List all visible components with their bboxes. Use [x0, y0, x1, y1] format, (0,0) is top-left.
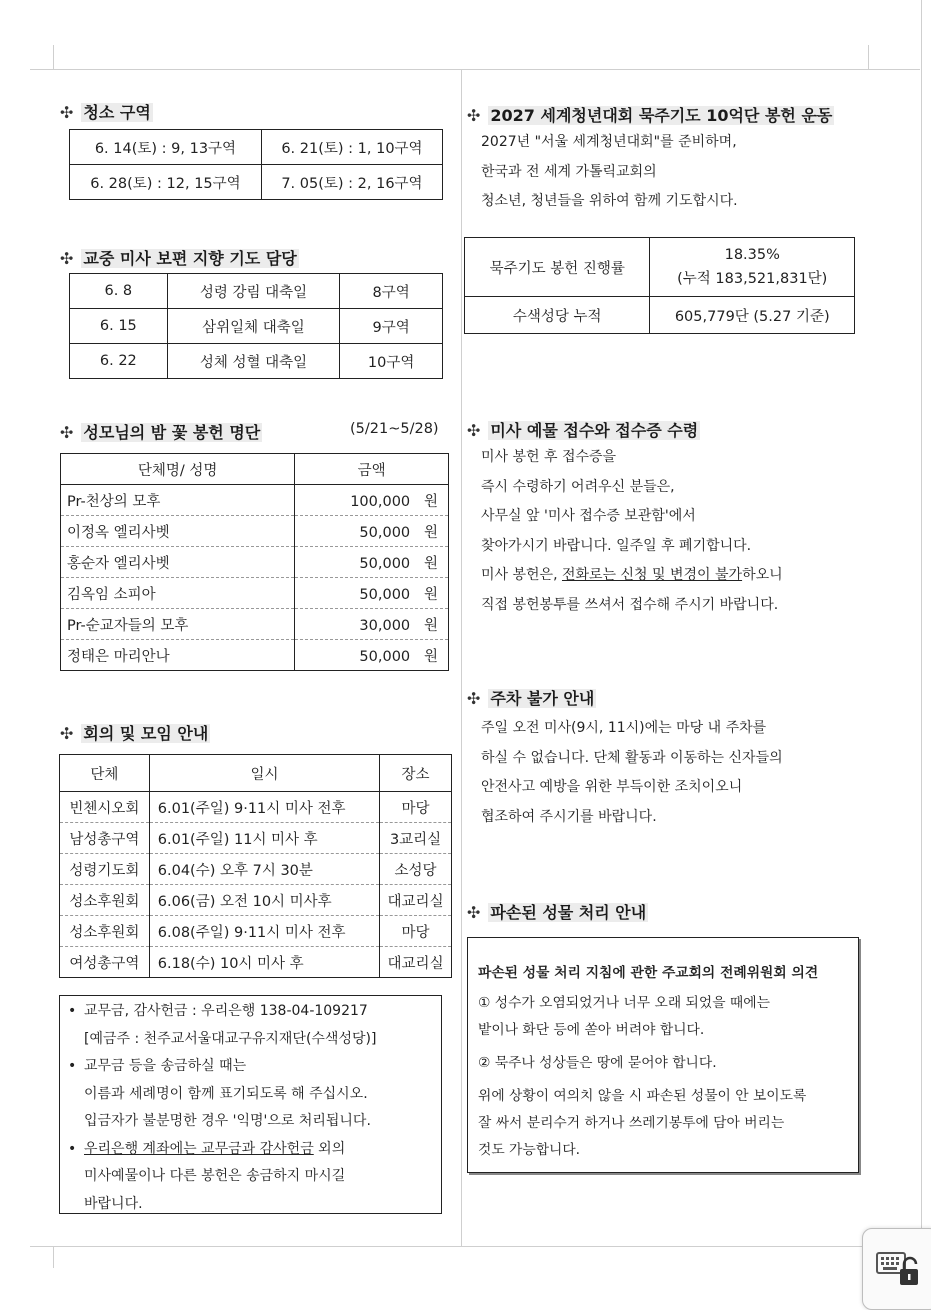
section-marker-icon: ✣ — [60, 103, 74, 122]
text-line: 미사 봉헌 후 접수증을 — [481, 449, 617, 465]
column-divider — [461, 69, 462, 1246]
flowers-title: 성모님의 밤 꽃 봉헌 명단 — [83, 423, 261, 442]
table-row — [61, 609, 449, 640]
table-row — [61, 485, 449, 516]
parking-title: 주차 불가 안내 — [490, 689, 595, 708]
parking-text — [481, 714, 783, 832]
table-row — [60, 854, 452, 885]
table-row — [60, 916, 452, 947]
donor-amount: 50,000 원 — [295, 578, 449, 609]
table-row — [61, 547, 449, 578]
table-row — [465, 238, 855, 297]
note-line: 미사예물이나 다른 봉헌은 송금하지 마시길 — [84, 1168, 346, 1184]
table-header-row — [60, 755, 452, 792]
section-marker-icon: ✣ — [467, 689, 481, 708]
meeting-datetime: 6.18(수) 10시 미사 후 — [149, 947, 379, 978]
progress-label: 묵주기도 봉헌 진행률 — [465, 238, 650, 297]
table-row — [61, 578, 449, 609]
intercession-title: 교중 미사 보편 지향 기도 담당 — [83, 249, 297, 268]
meeting-place: 대교리실 — [380, 885, 452, 916]
page-top-right-tick — [868, 45, 869, 69]
meeting-group: 성소후원회 — [60, 916, 150, 947]
offering-notes-box — [59, 995, 442, 1214]
note-line: • 교무금 등을 송금하실 때는 — [68, 1053, 433, 1081]
intercession-heading — [60, 246, 299, 269]
meeting-group: 남성총구역 — [60, 823, 150, 854]
page-right-edge — [921, 0, 922, 1230]
meeting-datetime: 6.08(주일) 9·11시 미사 전후 — [149, 916, 379, 947]
wyd-text — [481, 128, 738, 217]
table-row — [60, 823, 452, 854]
table-cell: 삼위일체 대축일 — [167, 309, 340, 344]
meeting-datetime: 6.01(주일) 11시 미사 후 — [149, 823, 379, 854]
table-cell: 8구역 — [340, 274, 443, 309]
text-line: 사무실 앞 '미사 접수증 보관함'에서 — [481, 508, 696, 524]
table-cell: 6. 14(토) : 9, 13구역 — [70, 130, 262, 165]
meeting-datetime: 6.01(주일) 9·11시 미사 전후 — [149, 792, 379, 823]
parish-label: 수색성당 누적 — [465, 297, 650, 334]
cleaning-table — [69, 129, 443, 200]
table-cell: 6. 28(토) : 12, 15구역 — [70, 165, 262, 200]
section-marker-icon: ✣ — [467, 903, 481, 922]
meeting-datetime: 6.04(수) 오후 7시 30분 — [149, 854, 379, 885]
meeting-place: 3교리실 — [380, 823, 452, 854]
meeting-group: 빈첸시오회 — [60, 792, 150, 823]
cleaning-title: 청소 구역 — [83, 103, 151, 122]
table-row — [60, 792, 452, 823]
table-row — [70, 274, 443, 309]
meeting-datetime: 6.06(금) 오전 10시 미사후 — [149, 885, 379, 916]
text-line: 밭이나 화단 등에 쏟아 버려야 합니다. — [478, 1022, 705, 1038]
text-line: 한국과 전 세계 가톨릭교회의 — [481, 163, 657, 180]
donor-amount: 50,000 원 — [295, 547, 449, 578]
meeting-group: 성소후원회 — [60, 885, 150, 916]
rosary-progress-table — [464, 237, 855, 334]
section-marker-icon: ✣ — [60, 423, 74, 442]
page-bottom-rule — [30, 1246, 865, 1247]
donor-amount: 30,000 원 — [295, 609, 449, 640]
note-line: 이름과 세례명이 함께 표기되도록 해 주십시오. — [84, 1085, 368, 1102]
note-line: • 우리은행 계좌에는 교무금과 감사헌금 외의 — [68, 1136, 433, 1164]
flowers-table — [60, 453, 449, 671]
keyboard-lock-button[interactable] — [862, 1228, 931, 1310]
page-top-left-tick — [53, 45, 54, 69]
parish-value: 605,779단 (5.27 기준) — [650, 297, 855, 334]
table-row — [70, 165, 443, 200]
text-line: 하실 수 없습니다. 단체 활동과 이동하는 신자들의 — [481, 749, 783, 766]
donor-name: Pr-천상의 모후 — [61, 485, 295, 516]
mass-offering-heading — [467, 418, 700, 441]
meeting-group: 성령기도회 — [60, 854, 150, 885]
meetings-heading — [60, 721, 210, 744]
text-line: 미사 봉헌은, 전화로는 신청 및 변경이 불가하오니 — [481, 567, 783, 583]
donor-name: 홍순자 엘리사벳 — [61, 547, 295, 578]
meeting-place: 마당 — [380, 916, 452, 947]
table-cell: 7. 05(토) : 2, 16구역 — [261, 165, 442, 200]
table-row — [60, 947, 452, 978]
table-cell: 9구역 — [340, 309, 443, 344]
section-marker-icon: ✣ — [467, 106, 481, 125]
donor-amount: 50,000 원 — [295, 516, 449, 547]
flowers-period: (5/21~5/28) — [350, 421, 439, 437]
donor-name: Pr-순교자들의 모후 — [61, 609, 295, 640]
text-line: 잘 싸서 분리수거 하거나 쓰레기봉투에 담아 버리는 — [478, 1115, 785, 1131]
header-group: 단체 — [60, 755, 150, 792]
text-line: 청소년, 청년들을 위하여 함께 기도합시다. — [481, 193, 738, 209]
donor-amount: 100,000 원 — [295, 485, 449, 516]
table-cell: 6. 15 — [70, 309, 168, 344]
header-place: 장소 — [380, 755, 452, 792]
header-name: 단체명/ 성명 — [61, 454, 295, 485]
wyd-title: 2027 세계청년대회 묵주기도 10억단 봉헌 운동 — [490, 106, 833, 125]
damaged-heading — [467, 900, 648, 923]
text-line: 즉시 수령하기 어려우신 분들은, — [481, 478, 675, 495]
mass-offering-text — [481, 443, 783, 620]
text-line: 찾아가시기 바랍니다. 일주일 후 폐기합니다. — [481, 537, 752, 554]
header-amount: 금액 — [295, 454, 449, 485]
table-row — [61, 516, 449, 547]
note-line: [예금주 : 천주교서울대교구유지재단(수색성당)] — [84, 1030, 377, 1047]
underlined-text: 우리은행 계좌에는 교무금과 감사헌금 — [84, 1140, 314, 1157]
table-cell: 6. 22 — [70, 344, 168, 379]
meeting-place: 대교리실 — [380, 947, 452, 978]
meeting-place: 마당 — [380, 792, 452, 823]
table-cell: 6. 21(토) : 1, 10구역 — [261, 130, 442, 165]
text-line: 2027년 "서울 세계청년대회"를 준비하며, — [481, 134, 737, 150]
parking-heading — [467, 686, 596, 709]
table-cell: 10구역 — [340, 344, 443, 379]
table-row — [465, 297, 855, 334]
note-line: 바랍니다. — [84, 1195, 143, 1212]
underlined-text: 전화로는 신청 및 변경이 불가 — [561, 567, 743, 583]
table-row — [70, 309, 443, 344]
page-top-rule — [30, 69, 920, 70]
progress-value: 18.35% (누적 183,521,831단) — [650, 238, 855, 297]
text-line: 위에 상황이 여의치 않을 시 파손된 성물이 안 보이도록 — [478, 1088, 807, 1104]
text-line: 직접 봉헌봉투를 쓰셔서 접수해 주시기 바랍니다. — [481, 596, 779, 613]
table-row — [60, 885, 452, 916]
page-bottom-left-tick — [53, 1246, 54, 1268]
keyboard-lock-icon — [871, 1243, 931, 1293]
text-line: ① 성수가 오염되었거나 너무 오래 되었을 때에는 — [478, 995, 770, 1011]
table-row — [70, 130, 443, 165]
table-cell: 성체 성혈 대축일 — [167, 344, 340, 379]
flowers-heading — [60, 420, 262, 443]
note-line: • 교무금, 감사헌금 : 우리은행 138-04-109217 — [68, 998, 433, 1026]
meetings-title: 회의 및 모임 안내 — [83, 724, 209, 743]
table-cell: 6. 8 — [70, 274, 168, 309]
meeting-place: 소성당 — [380, 854, 452, 885]
notice-heading: 파손된 성물 처리 지침에 관한 주교회의 전례위원회 의견 — [478, 965, 819, 981]
text-line: 협조하여 주시기를 바랍니다. — [481, 808, 657, 825]
table-row — [61, 640, 449, 671]
section-marker-icon: ✣ — [60, 724, 74, 743]
damaged-title: 파손된 성물 처리 안내 — [490, 903, 647, 922]
table-row — [70, 344, 443, 379]
donor-name: 이정옥 엘리사벳 — [61, 516, 295, 547]
text-line: ② 묵주나 성상들은 땅에 묻어야 합니다. — [478, 1055, 717, 1071]
section-marker-icon: ✣ — [467, 421, 481, 440]
mass-offering-title: 미사 예물 접수와 접수증 수령 — [490, 421, 699, 440]
cleaning-heading — [60, 100, 153, 123]
donor-amount: 50,000 원 — [295, 640, 449, 671]
section-marker-icon: ✣ — [60, 249, 74, 268]
note-line: 입금자가 불분명한 경우 '익명'으로 처리됩니다. — [84, 1113, 371, 1129]
meetings-table — [59, 754, 452, 978]
header-datetime: 일시 — [149, 755, 379, 792]
table-cell: 성령 강림 대축일 — [167, 274, 340, 309]
wyd-heading — [467, 103, 834, 126]
intercession-table — [69, 273, 443, 379]
text-line: 안전사고 예방을 위한 부득이한 조치이오니 — [481, 779, 743, 795]
text-line: 주일 오전 미사(9시, 11시)에는 마당 내 주차를 — [481, 720, 767, 736]
table-header-row — [61, 454, 449, 485]
meeting-group: 여성총구역 — [60, 947, 150, 978]
donor-name: 김옥임 소피아 — [61, 578, 295, 609]
donor-name: 정태은 마리안나 — [61, 640, 295, 671]
damaged-notice-box — [467, 937, 859, 1173]
text-line: 것도 가능합니다. — [478, 1142, 581, 1158]
